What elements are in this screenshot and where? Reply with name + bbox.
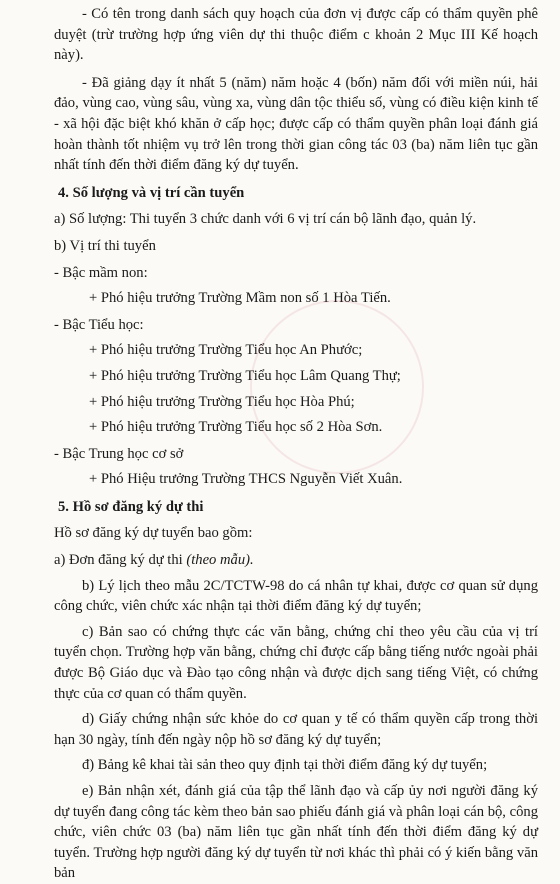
level-secondary: - Bậc Trung học cơ sở — [54, 445, 184, 462]
paragraph-item-a — [54, 550, 538, 571]
paragraph-item-e: e) Bản nhận xét, đánh giá của tập thể lãnh đạo và cấp ủy nơi người đăng ký dự tuyển đang công tác kèm theo bản sao phiếu đánh giá và phân loại cán bộ, công chức, viên chức 03 (ba) năm liên tục gần nhất tính đến thời điểm đăng ký dự tuyển. Trường hợp người đăng ký dự tuyển từ nơi khác thì phải có ý kiến bằng văn bản — [54, 783, 538, 882]
section-heading-4: 4. Số lượng và vị trí cần tuyển — [58, 184, 245, 201]
paragraph-dossier-intro: Hồ sơ đăng ký dự tuyển bao gồm: — [54, 525, 253, 542]
paragraph-planning-list: - Có tên trong danh sách quy hoạch của đơn vị được cấp có thẩm quyền phê duyệt (trừ trường hợp ứng viên dự thi thuộc điểm c khoản 2 Mục III Kế hoạch này). — [54, 6, 538, 64]
position-item: + Phó hiệu trưởng Trường Tiểu học Lâm Quang Thự; — [89, 367, 401, 384]
paragraph-quantity: a) Số lượng: Thi tuyển 3 chức danh với 6 vị trí cán bộ lãnh đạo, quản lý. — [54, 211, 477, 228]
level-preschool: - Bậc mầm non: — [54, 264, 148, 281]
paragraph-positions: b) Vị trí thi tuyển — [54, 237, 156, 254]
paragraph-item-d: d) Giấy chứng nhận sức khỏe do cơ quan y tế có thẩm quyền cấp trong thời hạn 30 ngày, tính đến ngày nộp hồ sơ đăng ký dự tuyển; — [54, 711, 538, 748]
paragraph-item-c: c) Bản sao có chứng thực các văn bằng, chứng chỉ theo yêu cầu của vị trí tuyển chọn. Trường hợp văn bằng, chứng chỉ được cấp bằng tiếng nước ngoài phải được Bộ Giáo dục và Đào tạo công nhận và được dịch sang tiếng Việt, có chứng thực của cơ quan có thẩm quyền. — [54, 623, 538, 702]
paragraph-teaching-experience: - Đã giảng dạy ít nhất 5 (năm) năm hoặc 4 (bốn) năm đối với miền núi, hải đảo, vùng cao, vùng sâu, vùng xa, vùng dân tộc thiểu số, vùng có điều kiện kinh tế - xã hội đặc biệt khó khăn ở cấp học; được cấp có thẩm quyền phân loại đánh giá hoàn thành tốt nhiệm vụ trở lên trong thời gian công tác 03 (ba) năm liên tục gần nhất tính đến thời điểm đăng ký dự tuyển. — [54, 74, 538, 174]
paragraph-item-b: b) Lý lịch theo mẫu 2C/TCTW-98 do cá nhân tự khai, được cơ quan sử dụng công chức, viên chức xác nhận tại thời điểm đăng ký dự tuyển; — [54, 577, 538, 615]
position-item: + Phó hiệu trưởng Trường Tiểu học An Phước; — [89, 342, 363, 359]
item-a-text: a) Đơn đăng ký dự thi — [54, 552, 187, 569]
position-item: + Phó hiệu trưởng Trường Mầm non số 1 Hòa Tiến. — [89, 290, 391, 307]
section-heading-5: 5. Hồ sơ đăng ký dự thi — [58, 498, 204, 515]
item-a-note: (theo mẫu). — [186, 552, 254, 569]
position-item: + Phó hiệu trưởng Trường Tiểu học Hòa Phú; — [89, 393, 355, 410]
position-item: + Phó Hiệu trưởng Trường THCS Nguyễn Viết Xuân. — [89, 471, 403, 488]
paragraph-item-dd: đ) Bảng kê khai tài sản theo quy định tại thời điểm đăng ký dự tuyển; — [82, 757, 488, 774]
level-primary: - Bậc Tiểu học: — [54, 316, 144, 333]
position-item: + Phó hiệu trưởng Trường Tiểu học số 2 Hòa Sơn. — [89, 419, 383, 436]
